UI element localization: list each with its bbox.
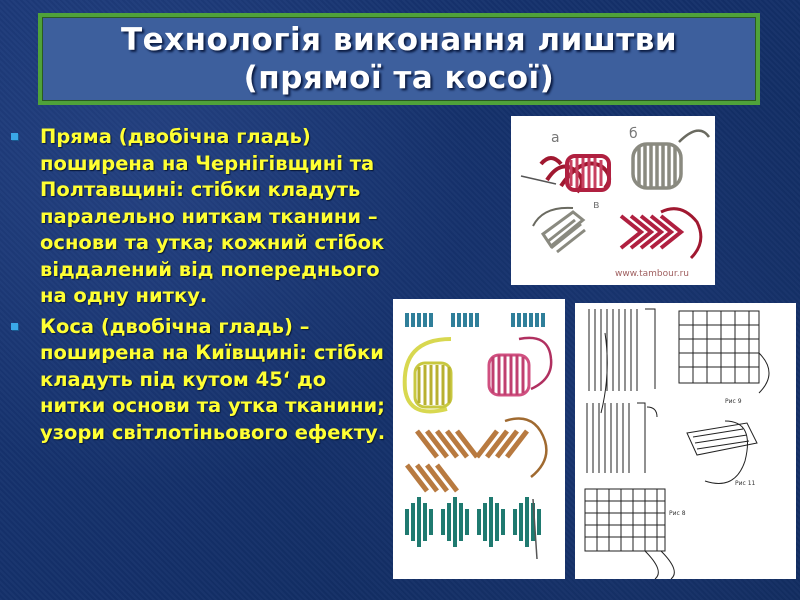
vertical-thread-drawing	[589, 309, 655, 413]
bottom-weave-drawing	[585, 489, 674, 579]
slide-title-line-1: Технологія виконання лиштви	[120, 22, 678, 58]
bullet-item-straight	[8, 124, 393, 310]
stitch-b-drawing	[633, 131, 709, 188]
satin-stitch-examples-image	[393, 299, 565, 579]
stitch-diagram-illustration	[511, 116, 715, 285]
satin-stitch-illustration	[393, 299, 565, 579]
watermark-text: www.tambour.ru	[615, 269, 689, 279]
label-b: б	[629, 126, 638, 142]
bullet-text: Коса (двобічна гладь) – поширена на Київщині: стібки кладуть під кутом 45‘ до нитки основи та утка тканини; узори світлотіньового ефекту.	[40, 314, 386, 444]
slide-title-line-2: (прямої та косої)	[243, 60, 555, 96]
bullet-item-slanted	[8, 314, 393, 447]
figure-label: Рис 9	[725, 398, 742, 405]
stitch-a-drawing	[541, 156, 609, 192]
label-a: а	[551, 130, 560, 146]
weave-line-drawings-image	[575, 303, 796, 579]
stitch-v-red-drawing	[621, 209, 701, 258]
pink-stitch-drawing	[489, 338, 551, 395]
title-box	[38, 13, 760, 105]
figure-label: Рис 8	[669, 510, 686, 517]
bullet-list	[8, 124, 393, 450]
bullet-square-icon	[8, 323, 26, 330]
basket-weave-drawing	[679, 311, 769, 393]
bullet-text: Пряма (двобічна гладь) поширена на Чернігівщині та Полтавщині: стібки кладуть паралельно ниткам тканини – основи та утка; кожний стібок віддалений від попереднього на одну нитку.	[40, 125, 385, 307]
yellow-stitch-drawing	[405, 339, 451, 412]
stitch-diagram-image	[511, 116, 715, 285]
slanted-stitch-drawing	[687, 421, 757, 484]
weave-line-illustration	[575, 303, 796, 579]
brown-chevron-drawing	[407, 431, 527, 491]
figure-label: Рис 11	[735, 480, 756, 487]
stitch-v-grey-drawing	[533, 208, 585, 252]
label-v: в	[593, 198, 600, 211]
bullet-square-icon	[8, 133, 26, 140]
loose-thread-drawing	[587, 403, 657, 473]
teal-diamond-drawing	[407, 497, 539, 547]
small-stitch-row	[407, 313, 543, 327]
